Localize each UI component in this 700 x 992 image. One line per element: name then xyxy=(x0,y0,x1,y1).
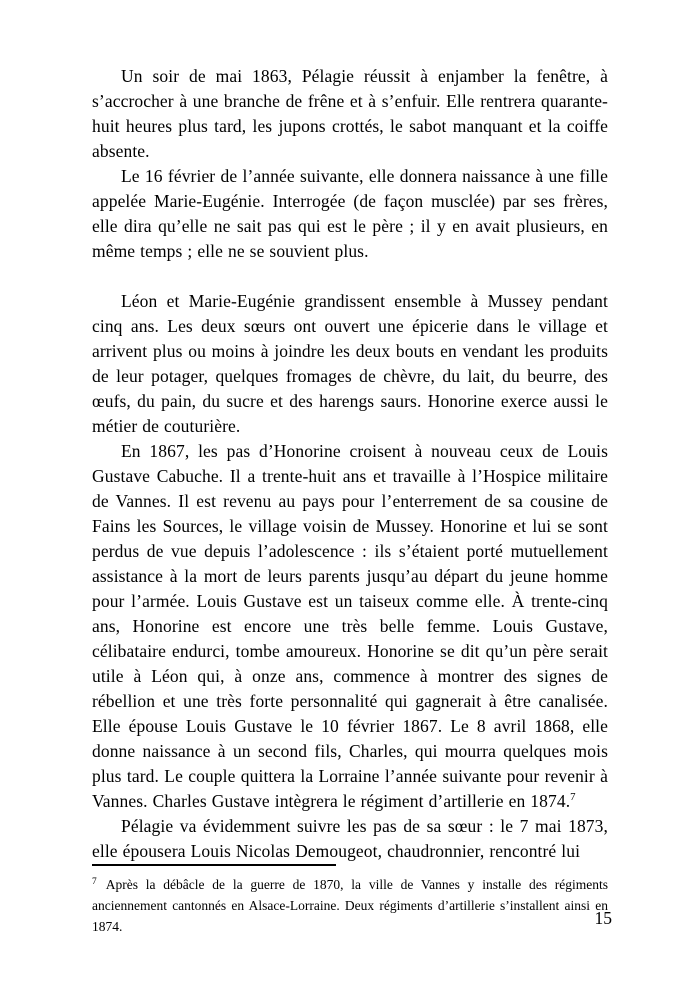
body-text-block xyxy=(92,64,608,864)
paragraph-text: Léon et Marie-Eugénie grandissent ensemble à Mussey pendant cinq ans. Les deux sœurs ont ouvert une épicerie dans le village et arrivent plus ou moins à joindre les deux bouts en vendant les produits de leur potager, quelques fromages de chèvre, du lait, du beurre, des œufs, du pain, du sucre et des harengs saurs. Honorine exerce aussi le métier de couturière. xyxy=(92,291,608,436)
paragraph xyxy=(92,814,608,864)
footnote-reference: 7 xyxy=(570,791,576,804)
paragraph-text: Pélagie va évidemment suivre les pas de sa sœur : le 7 mai 1873, elle épousera Louis Nicolas Demougeot, chaudronnier, rencontré lui xyxy=(92,816,608,861)
footnote-separator-rule xyxy=(92,864,336,866)
paragraph-text: En 1867, les pas d’Honorine croisent à nouveau ceux de Louis Gustave Cabuche. Il a trente-huit ans et travaille à l’Hospice militaire de Vannes. Il est revenu au pays pour l’enterrement de sa cousine de Fains les Sources, le village voisin de Mussey. Honorine et lui se sont perdus de vue depuis l’adolescence : ils s’étaient porté mutuellement assistance à la mort de leurs parents jusqu’au départ du jeune homme pour l’armée. Louis Gustave est un taiseux comme elle. À trente-cinq ans, Honorine est encore une très belle femme. Louis Gustave, célibataire endurci, tombe amoureux. Honorine se dit qu’un père serait utile à Léon qui, à onze ans, commence à montrer des signes de rébellion et une très forte personnalité qui gagnerait à être canalisée. Elle épouse Louis Gustave le 10 février 1867. Le 8 avril 1868, elle donne naissance à un second fils, Charles, qui mourra quelques mois plus tard. Le couple quittera la Lorraine l’année suivante pour revenir à Vannes. Charles Gustave intègrera le régiment d’artillerie en 1874. xyxy=(92,441,608,811)
paragraph xyxy=(92,64,608,164)
footnote xyxy=(92,874,608,937)
footnote-block xyxy=(92,864,608,937)
paragraph xyxy=(92,164,608,264)
paragraph xyxy=(92,289,608,439)
footnote-text: Après la débâcle de la guerre de 1870, la ville de Vannes y installe des régiments anciennement cantonnés en Alsace-Lorraine. Deux régiments d’artillerie s’installent ainsi en 1874. xyxy=(92,877,608,934)
paragraph-text: Un soir de mai 1863, Pélagie réussit à enjamber la fenêtre, à s’accrocher à une branche de frêne et à s’enfuir. Elle rentrera quarante-huit heures plus tard, les jupons crottés, le sabot manquant et la coiffe absente. xyxy=(92,66,608,161)
paragraph-text: Le 16 février de l’année suivante, elle donnera naissance à une fille appelée Marie-Eugénie. Interrogée (de façon musclée) par ses frères, elle dira qu’elle ne sait pas qui est le père ; il y en avait plusieurs, en même temps ; elle ne se souvient plus. xyxy=(92,166,608,261)
paragraph xyxy=(92,439,608,814)
page-number: 15 xyxy=(594,908,612,928)
footnote-marker: 7 xyxy=(92,876,97,887)
